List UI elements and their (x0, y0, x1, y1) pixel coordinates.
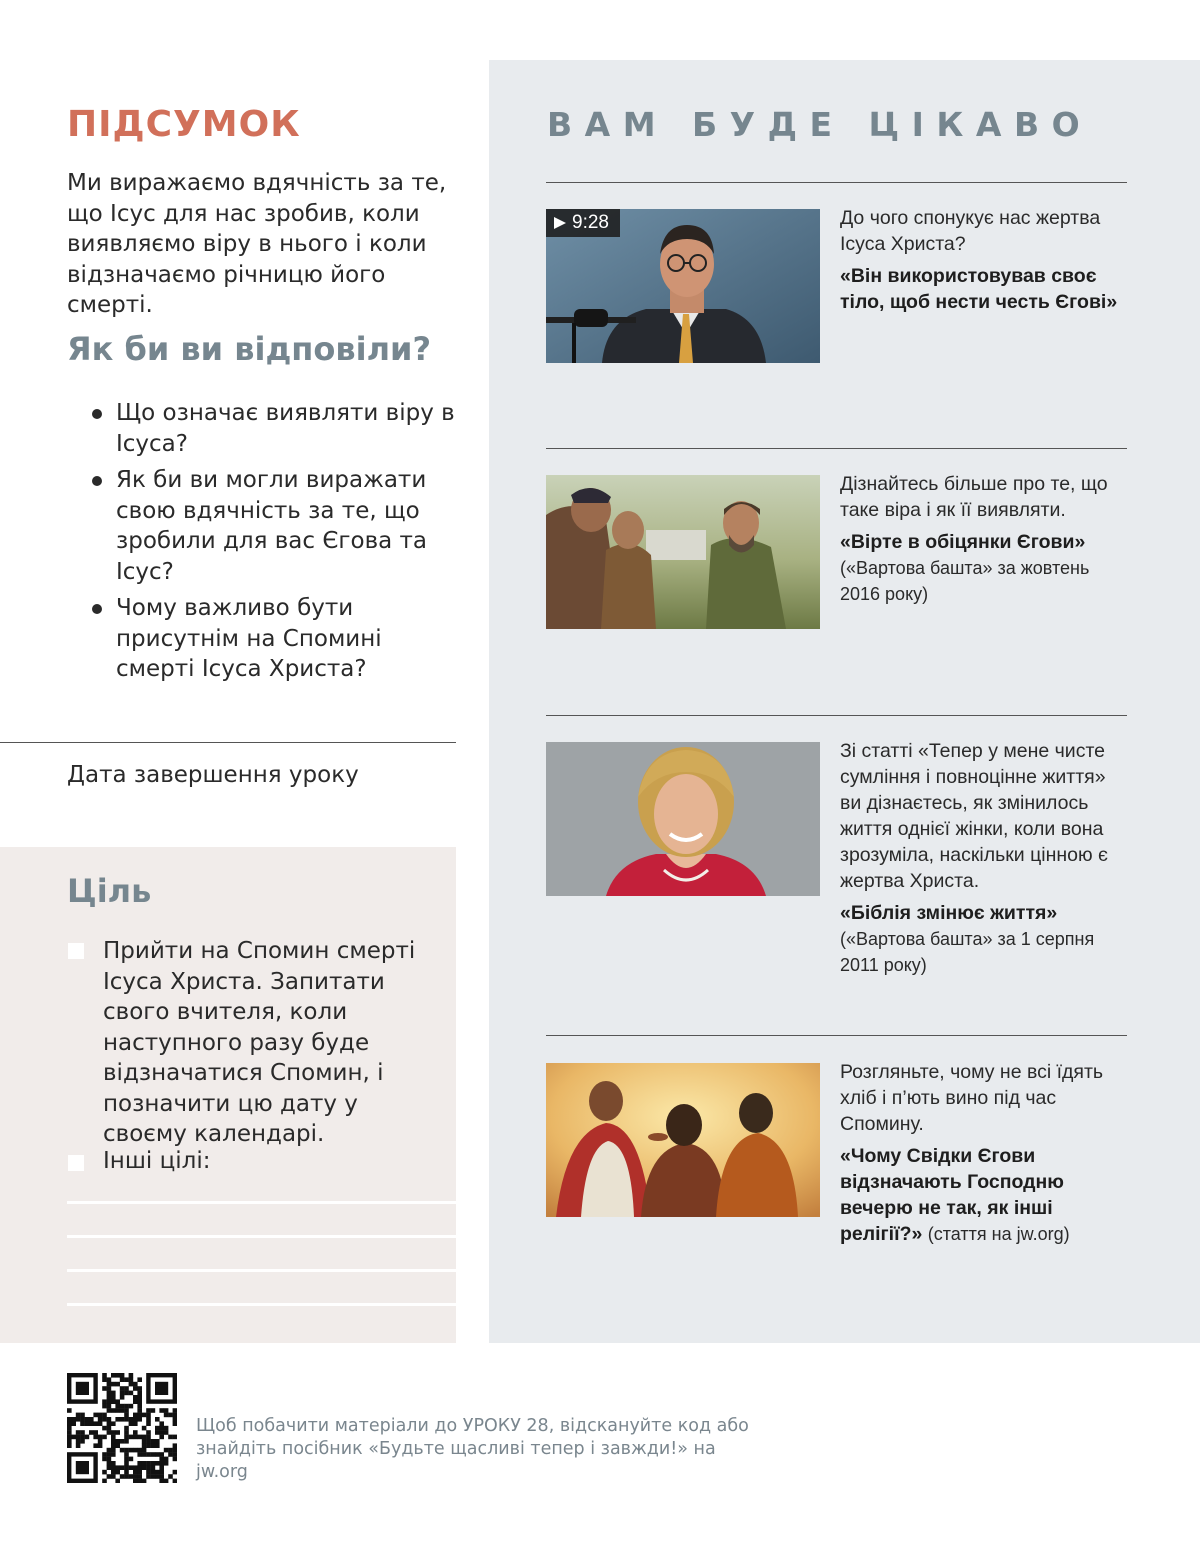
video-duration-badge (546, 209, 620, 237)
date-divider (0, 742, 456, 743)
article-thumbnail[interactable] (546, 742, 820, 896)
item-title-link[interactable]: «Він використовував своє тіло, щоб нести честь Єгові» (840, 265, 1118, 313)
interest-item-text (840, 471, 1130, 607)
other-goals-label: Інші цілі: (103, 1148, 211, 1174)
goal-write-line[interactable] (67, 1269, 456, 1272)
interest-heading: ВАМ БУДЕ ЦІКАВО (547, 105, 1093, 144)
item-description: До чого спонукує нас жертва Ісуса Христа? (840, 207, 1101, 255)
item-divider (546, 1035, 1127, 1036)
interest-item-text (840, 205, 1130, 315)
summary-text: Ми виражаємо вдячність за те, що Ісус для нас зробив, коли виявляємо віру в нього і коли відзначаємо річницю його смерті. (67, 170, 447, 318)
article-thumbnail[interactable] (546, 475, 820, 629)
qr-code-graphic (67, 1373, 177, 1483)
goal-heading: Ціль (67, 872, 152, 910)
review-heading: Як би ви відповіли? (67, 330, 432, 368)
article-thumbnail[interactable] (546, 1063, 820, 1217)
review-question (90, 398, 460, 459)
play-icon (554, 217, 566, 229)
woman-portrait-image (546, 742, 820, 896)
item-title-block (840, 1143, 1130, 1247)
footer-text: Щоб побачити матеріали до УРОКУ 28, відскануйте код або знайдіть посібник «Будьте щасливі тепер і завжди!» на jw.org (196, 1416, 749, 1482)
summary-heading: ПІДСУМОК (67, 104, 301, 145)
review-question (90, 465, 460, 587)
item-title-link[interactable]: «Чому Свідки Єгови відзначають Господню вечерю не так, як інші релігії?» (840, 1145, 1064, 1245)
review-questions (90, 398, 460, 691)
completion-date-label: Дата завершення уроку (67, 762, 359, 788)
item-source: («Вартова башта» за жовтень 2016 року) (840, 558, 1090, 604)
goal-write-line[interactable] (67, 1235, 456, 1238)
review-question-text: Як би ви могли виражати свою вдячність за те, що зробили для вас Єгова та Ісус? (116, 467, 428, 585)
item-divider (546, 182, 1127, 183)
interest-item-text (840, 738, 1130, 978)
men-talking-image (546, 475, 820, 629)
item-description: Розгляньте, чому не всі їдять хліб і п’ють вино під час Спомину. (840, 1061, 1104, 1135)
lords-evening-meal-image (546, 1063, 820, 1217)
video-duration: 9:28 (572, 212, 609, 233)
item-divider (546, 448, 1127, 449)
item-title-link[interactable]: «Біблія змінює життя» (840, 902, 1058, 924)
bullet-icon (92, 476, 102, 486)
item-description: Зі статті «Тепер у мене чисте сумління і повноцінне життя» ви дізнаєтесь, як змінилось життя однієї жінки, коли вона зрозуміла, наскільки цінною є жертва Христа. (840, 740, 1108, 892)
item-divider (546, 715, 1127, 716)
goal-write-line[interactable] (67, 1303, 456, 1306)
review-question-text: Чому важливо бути присутнім на Спомині смерті Ісуса Христа? (116, 595, 382, 682)
item-description: Дізнайтесь більше про те, що таке віра і як її виявляти. (840, 473, 1108, 521)
bullet-icon (92, 604, 102, 614)
review-question (90, 593, 460, 685)
qr-code[interactable] (67, 1373, 177, 1483)
goal-checkbox[interactable] (68, 943, 84, 959)
goal-text: Прийти на Спомин смерті Ісуса Христа. Запитати свого вчителя, коли наступного разу буде відзначатися Спомин, і позначити цю дату у своєму календарі. (103, 938, 416, 1147)
item-source: (стаття на jw.org) (927, 1224, 1070, 1244)
video-thumbnail[interactable] (546, 209, 820, 363)
review-question-text: Що означає виявляти віру в Ісуса? (116, 400, 455, 457)
other-goals-checkbox[interactable] (68, 1155, 84, 1171)
item-title-link[interactable]: «Вірте в обіцянки Єгови» (840, 531, 1086, 553)
interest-item-text (840, 1059, 1130, 1247)
bullet-icon (92, 409, 102, 419)
goal-write-line[interactable] (67, 1201, 456, 1204)
item-source: («Вартова башта» за 1 серпня 2011 року) (840, 929, 1095, 975)
